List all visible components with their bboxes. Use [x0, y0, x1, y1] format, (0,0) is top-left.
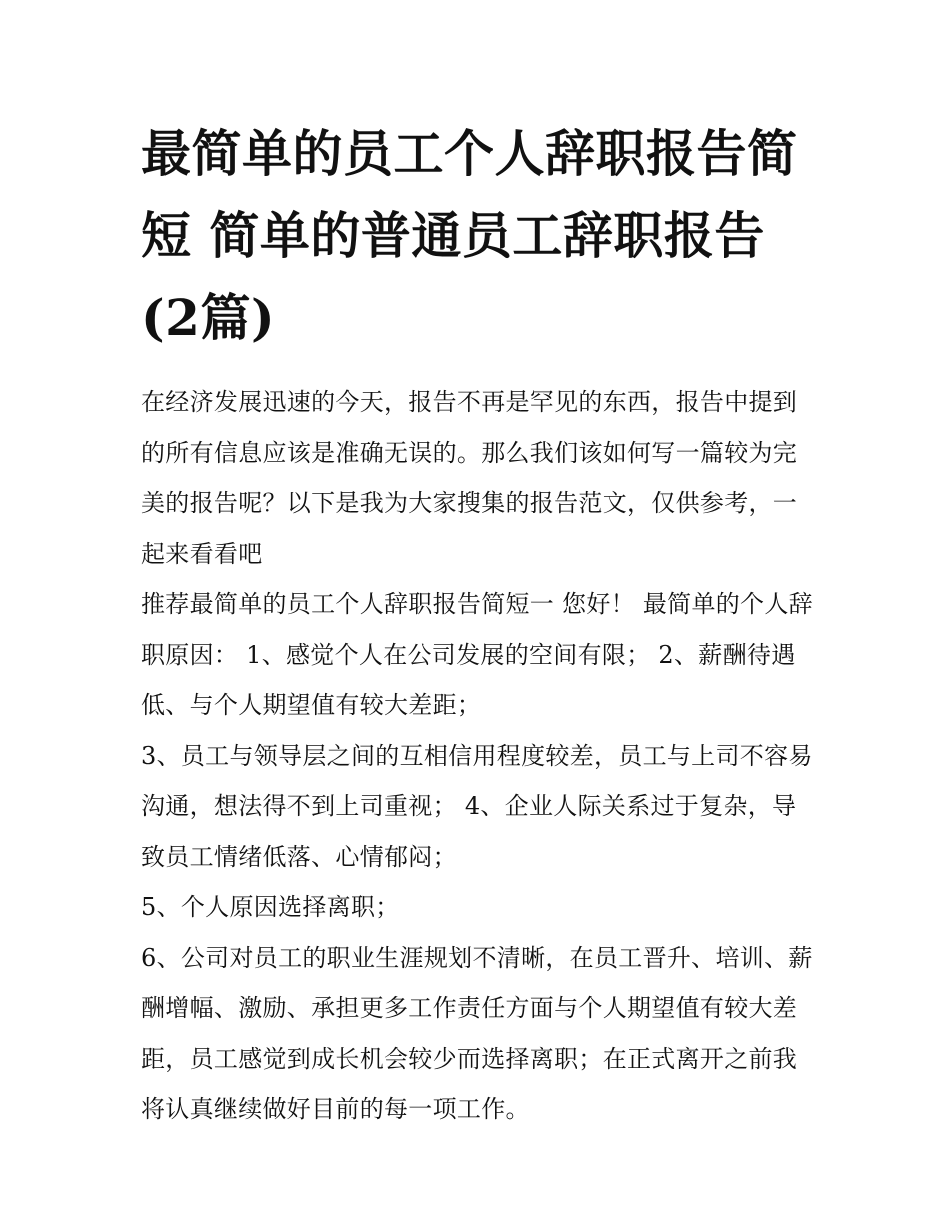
body-paragraph-2: 3、员工与领导层之间的互相信用程度较差，员工与上司不容易沟通，想法得不到上司重视； 4、企业人际关系过于复杂，导致员工情绪低落、心情郁闷； — [141, 741, 813, 871]
body-paragraph-4: 6、公司对员工的职业生涯规划不清晰，在员工晋升、培训、薪酬增幅、激励、承担更多工作责任方面与个人期望值有较大差距，员工感觉到成长机会较少而选择离职；在正式离开之前我将认真继续做好目前的每一项工作。 — [141, 943, 813, 1123]
body-paragraph-3: 5、个人原因选择离职； — [141, 893, 400, 921]
intro-paragraph: 在经济发展迅速的今天，报告不再是罕见的东西，报告中提到的所有信息应该是准确无误的。那么我们该如何写一篇较为完美的报告呢？以下是我为大家搜集的报告范文，仅供参考，一起来看看吧 — [141, 388, 798, 568]
document-title: 最简单的员工个人辞职报告简短 简单的普通员工辞职报告(2篇) — [141, 124, 798, 347]
document-page — [141, 113, 813, 1135]
body-paragraph-1: 推荐最简单的员工个人辞职报告简短一 您好！ 最简单的个人辞职原因： 1、感觉个人在公司发展的空间有限； 2、薪酬待遇低、与个人期望值有较大差距； — [141, 590, 813, 719]
